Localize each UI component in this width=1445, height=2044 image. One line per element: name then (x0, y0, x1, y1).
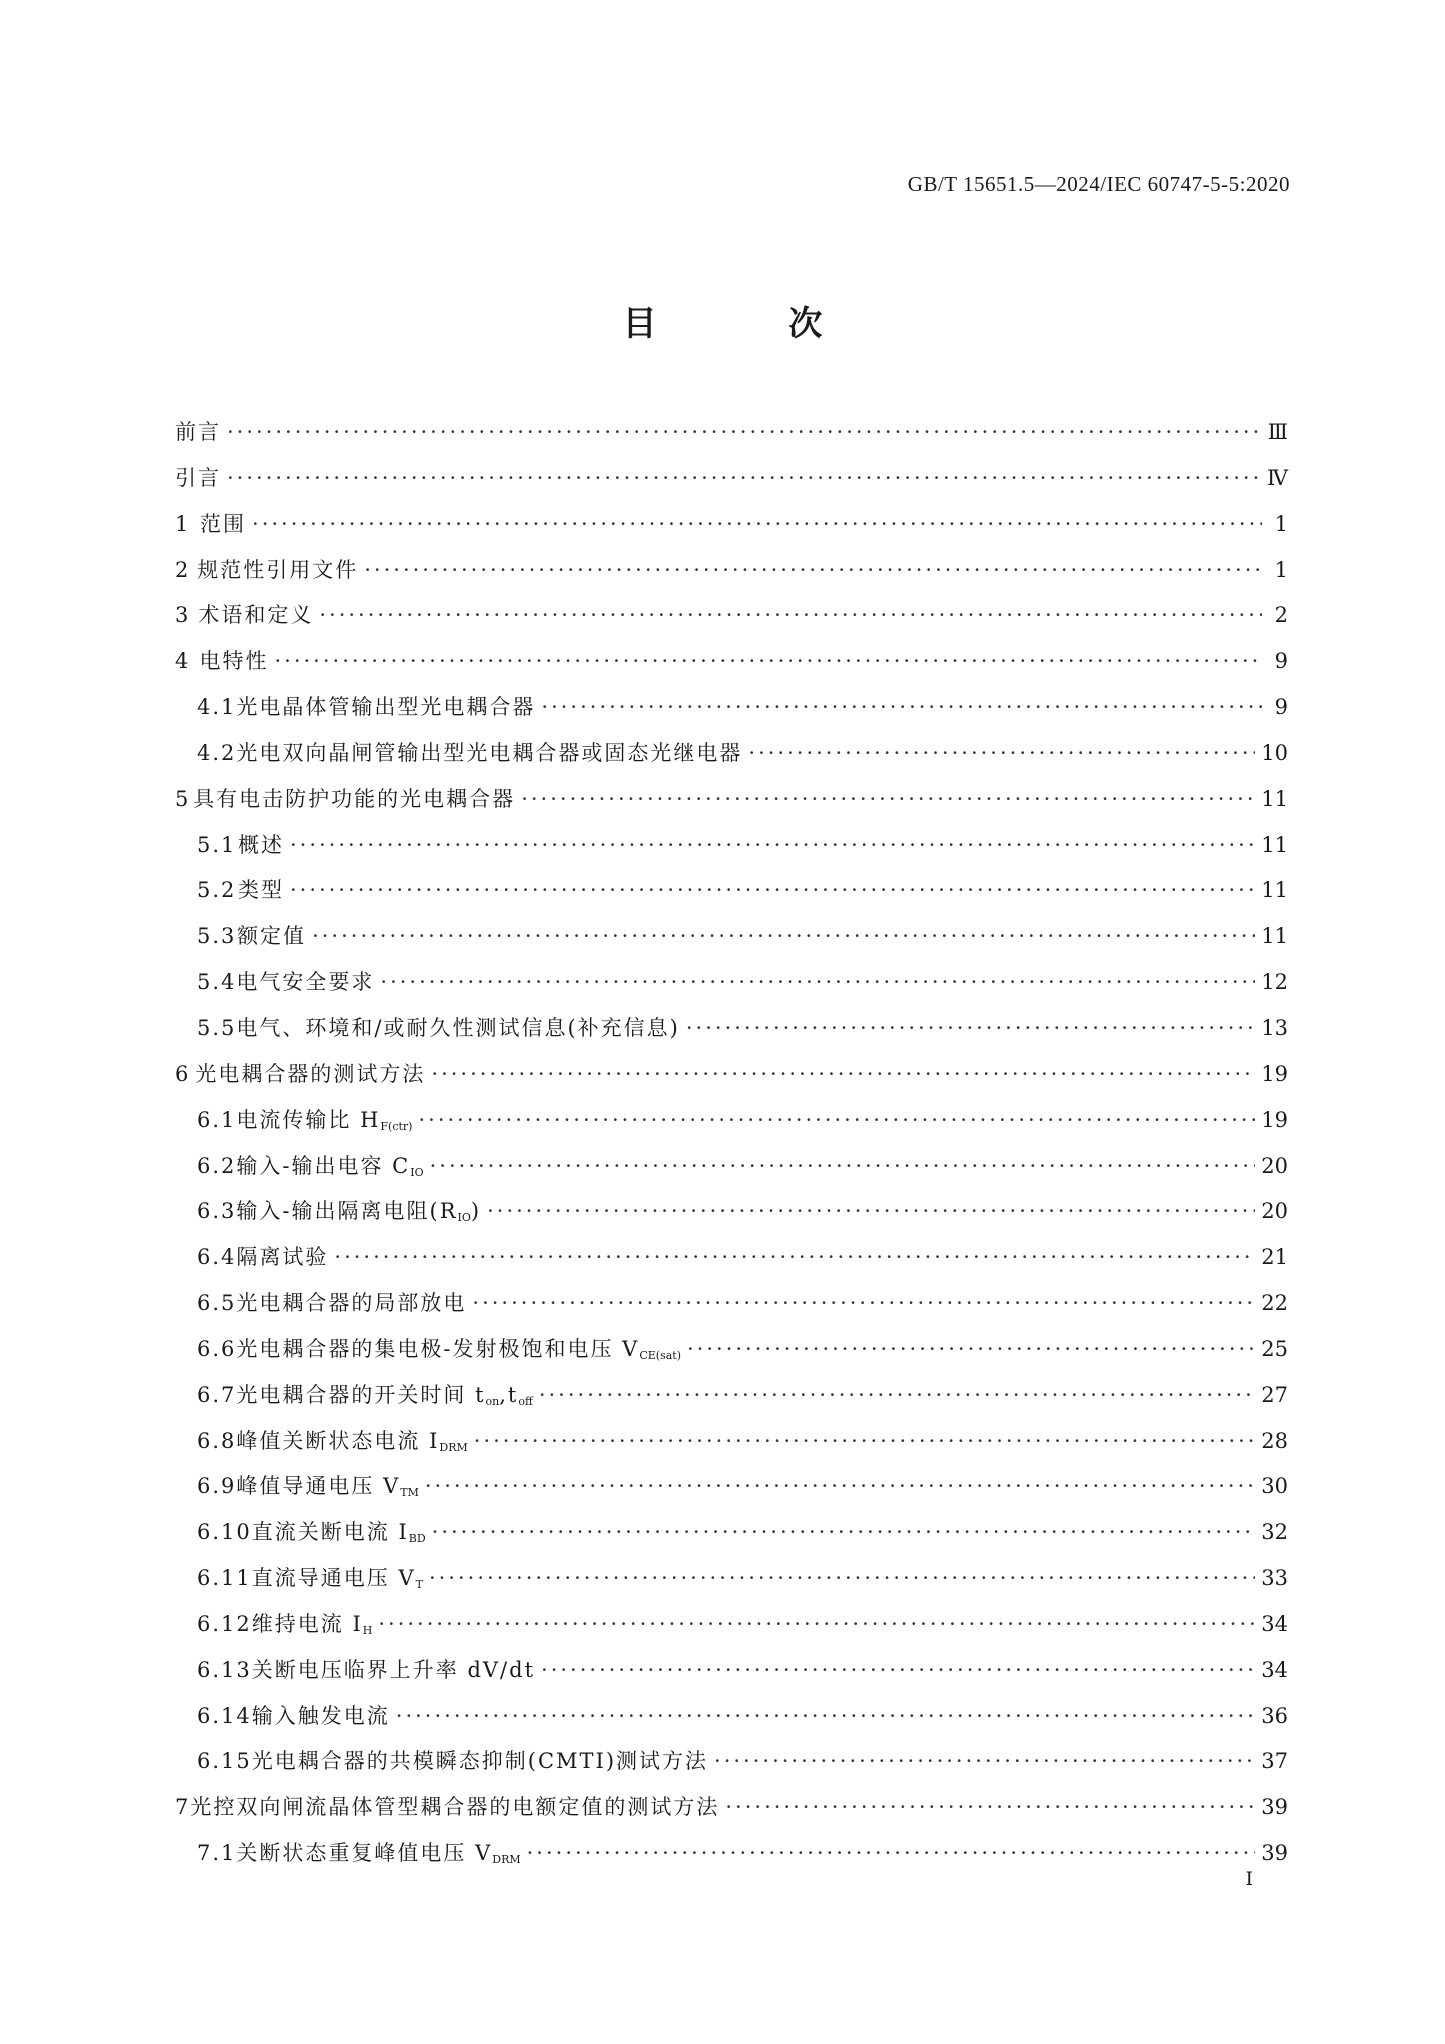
toc-entry[interactable] (175, 1785, 1288, 1831)
toc-entry-label-text: 光电双向晶闸管输出型光电耦合器或固态光继电器 (236, 740, 743, 765)
toc-entry[interactable] (175, 1694, 1288, 1740)
toc-entry-page: 22 (1261, 1291, 1288, 1316)
toc-entry-page: 2 (1274, 603, 1288, 628)
toc-entry-label-text: 光电耦合器的共模瞬态抑制(CMTI)测试方法 (251, 1749, 709, 1774)
toc-entry-label-text: 峰值导通电压 V (236, 1474, 401, 1499)
toc-entry-label (236, 1831, 520, 1883)
toc-entry-page: 39 (1261, 1795, 1288, 1820)
toc-entry-page: 1 (1274, 511, 1288, 536)
toc-entry[interactable] (175, 1602, 1288, 1648)
toc-entry-subscript: T (415, 1578, 423, 1592)
toc-entry-label (236, 1189, 481, 1241)
toc-entry-label (190, 1785, 719, 1831)
dot-leader (378, 1602, 1255, 1648)
dot-leader (487, 1189, 1255, 1235)
toc-entry[interactable] (175, 1144, 1288, 1190)
toc-entry-page: 21 (1261, 1245, 1288, 1270)
toc-entry-label-text: 类型 (238, 878, 284, 903)
toc-entry-label-text: 关断状态重复峰值电压 V (236, 1841, 493, 1866)
toc-entry-page: 10 (1261, 740, 1288, 765)
toc-entry-label (252, 1648, 535, 1694)
toc-entry-page: Ⅳ (1267, 465, 1288, 490)
dot-leader (725, 1785, 1255, 1831)
toc-entry[interactable] (175, 868, 1288, 914)
toc-entry-number: 6.6 (197, 1336, 237, 1361)
toc-entry-subscript: CE(sat) (639, 1348, 681, 1362)
dot-leader (472, 1281, 1255, 1327)
dot-leader (290, 823, 1255, 869)
toc-entry-label (193, 777, 515, 823)
toc-entry-number: 5.4 (197, 970, 237, 995)
toc-entry-page: 28 (1261, 1428, 1288, 1453)
toc-entry-label-text: 峰值关断状态电流 I (236, 1428, 440, 1453)
toc-entry-label-text: 光电耦合器的开关时间 t (236, 1382, 486, 1407)
dot-leader (319, 593, 1262, 639)
toc-entry[interactable] (175, 410, 1288, 456)
toc-entry-label (236, 1373, 532, 1425)
toc-entry[interactable] (175, 960, 1288, 1006)
toc-entry[interactable] (175, 502, 1288, 548)
toc-entry-label (236, 685, 535, 731)
toc-entry-label (195, 1052, 425, 1098)
toc-entry-number: 5.3 (197, 924, 237, 949)
toc-entry-subscript: on (485, 1394, 500, 1408)
toc-entry-label (197, 548, 358, 594)
page-title: 目 次 (622, 304, 883, 344)
dot-leader (227, 410, 1262, 456)
toc-entry-number: 4 (175, 649, 191, 674)
toc-entry-label (252, 1556, 423, 1608)
toc-entry-subscript: DRM (492, 1853, 521, 1867)
toc-entry-label-text: 范围 (200, 511, 247, 536)
toc-entry-label-text: 直流导通电压 V (251, 1566, 416, 1591)
page-number: Ⅰ (1245, 1868, 1253, 1890)
toc-entry-label-tail: ,t (499, 1382, 519, 1407)
table-of-contents (175, 410, 1288, 1877)
toc-entry-number: 6.4 (197, 1245, 237, 1270)
toc-entry-label (252, 1739, 708, 1785)
toc-entry-number: 6.7 (197, 1382, 237, 1407)
toc-entry-label (175, 410, 221, 456)
toc-entry-label (252, 1510, 426, 1562)
toc-entry[interactable] (175, 1739, 1288, 1785)
dot-leader (380, 960, 1255, 1006)
toc-entry-number: 5 (175, 786, 191, 811)
toc-entry-subscript: H (362, 1623, 373, 1637)
dot-leader (541, 685, 1262, 731)
standard-code: GB/T 15651.5—2024/IEC 60747-5-5:2020 (907, 172, 1290, 196)
toc-entry-label (252, 1602, 373, 1654)
dot-leader (334, 1235, 1255, 1281)
dot-leader (539, 1373, 1255, 1419)
toc-entry-subscript: off (518, 1394, 533, 1408)
toc-entry-label-text: 概述 (238, 832, 284, 857)
toc-entry[interactable] (175, 1052, 1288, 1098)
toc-entry-label-text: 电气、环境和/或耐久性测试信息(补充信息) (236, 1015, 680, 1040)
toc-entry[interactable] (175, 1098, 1288, 1144)
toc-entry-label (236, 960, 374, 1006)
toc-entry-page: 30 (1261, 1474, 1288, 1499)
toc-entry-subscript: IO (410, 1165, 424, 1179)
toc-entry-label-text: 额定值 (237, 924, 307, 949)
dot-leader (364, 548, 1262, 594)
toc-entry[interactable] (175, 1556, 1288, 1602)
toc-entry-page: 11 (1261, 924, 1288, 949)
dot-leader (227, 456, 1261, 502)
toc-entry-number: 6.10 (197, 1520, 252, 1545)
toc-entry[interactable] (175, 823, 1288, 869)
dot-leader (521, 777, 1255, 823)
toc-entry-label-text: 维持电流 I (251, 1611, 363, 1636)
toc-entry-label-text: 规范性引用文件 (197, 557, 359, 582)
toc-entry[interactable] (175, 1510, 1288, 1556)
toc-entry-page: 33 (1261, 1566, 1288, 1591)
dot-leader (425, 1464, 1255, 1510)
toc-entry-page: 25 (1261, 1336, 1288, 1361)
toc-entry-number: 2 (175, 557, 191, 582)
dot-leader (274, 639, 1262, 685)
toc-entry-page: 37 (1261, 1749, 1288, 1774)
toc-entry[interactable] (175, 1281, 1288, 1327)
toc-entry-number: 4.1 (197, 695, 237, 720)
toc-entry-page: 11 (1261, 832, 1288, 857)
toc-entry-label-text: 电气安全要求 (236, 970, 375, 995)
toc-entry-number: 6.12 (197, 1611, 252, 1636)
toc-entry-label (198, 593, 313, 639)
toc-entry-label-text: 引言 (175, 465, 221, 490)
toc-entry-label (236, 1235, 328, 1281)
toc-entry-page: 20 (1261, 1153, 1288, 1178)
dot-leader (429, 1556, 1255, 1602)
dot-leader (474, 1419, 1256, 1465)
toc-entry[interactable] (175, 1327, 1288, 1373)
toc-entry[interactable] (175, 914, 1288, 960)
toc-entry-label-text: 输入触发电流 (251, 1703, 390, 1728)
toc-entry-number: 5.1 (197, 832, 237, 857)
toc-entry[interactable] (175, 731, 1288, 777)
toc-entry-label (236, 731, 742, 777)
toc-entry-number: 6.5 (197, 1291, 237, 1316)
dot-leader (431, 1052, 1255, 1098)
toc-entry[interactable] (175, 593, 1288, 639)
toc-entry-number: 6.2 (197, 1153, 237, 1178)
toc-entry-page: 9 (1274, 649, 1288, 674)
toc-entry-label-text: 输入-输出电容 C (236, 1153, 411, 1178)
toc-entry-page: 20 (1261, 1199, 1288, 1224)
dot-leader (527, 1831, 1256, 1877)
toc-entry-number: 3 (175, 603, 191, 628)
toc-entry-number: 5.5 (197, 1015, 237, 1040)
toc-entry-label (252, 1694, 390, 1740)
toc-entry-number: 6.9 (197, 1474, 237, 1499)
toc-entry-page: 19 (1261, 1107, 1288, 1132)
toc-entry-label-text: 电流传输比 H (236, 1107, 381, 1132)
dot-leader (686, 1006, 1255, 1052)
toc-entry-label-text: 光控双向闸流晶体管型耦合器的电额定值的测试方法 (190, 1795, 720, 1820)
dot-leader (432, 1510, 1256, 1556)
toc-entry-label (236, 1327, 681, 1379)
toc-entry-label (236, 1281, 466, 1327)
toc-entry-page: 9 (1274, 695, 1288, 720)
toc-entry-page: 11 (1261, 786, 1288, 811)
toc-entry-label-text: 隔离试验 (236, 1245, 329, 1270)
toc-entry-label (199, 639, 268, 685)
toc-entry-label-text: 光电耦合器的集电极-发射极饱和电压 V (236, 1336, 640, 1361)
toc-entry-page: 11 (1261, 878, 1288, 903)
toc-entry-label-text: 前言 (175, 420, 221, 444)
toc-entry-label (200, 502, 246, 548)
toc-entry-label (236, 1464, 418, 1516)
toc-entry-label-text: 光电晶体管输出型光电耦合器 (236, 695, 536, 720)
toc-entry-label-tail: ) (470, 1199, 482, 1224)
toc-entry-label (237, 914, 306, 960)
toc-entry[interactable] (175, 548, 1288, 594)
dot-leader (252, 502, 1262, 548)
toc-entry-number: 6.3 (197, 1199, 237, 1224)
toc-entry-subscript: IO (457, 1211, 471, 1225)
dot-leader (541, 1648, 1255, 1694)
toc-entry-number: 5.2 (197, 878, 237, 903)
toc-entry-label (236, 1144, 423, 1196)
toc-entry-label-text: 光电耦合器的局部放电 (236, 1291, 467, 1316)
toc-entry-label (175, 456, 221, 502)
toc-entry[interactable] (175, 1464, 1288, 1510)
toc-entry-label-text: 光电耦合器的测试方法 (195, 1061, 426, 1086)
toc-entry-label (236, 1098, 412, 1150)
toc-entry-subscript: F(ctr) (380, 1119, 413, 1133)
toc-entry[interactable] (175, 1648, 1288, 1694)
toc-entry[interactable] (175, 1419, 1288, 1465)
toc-entry-page: 27 (1261, 1382, 1288, 1407)
dot-leader (418, 1098, 1255, 1144)
toc-entry-number: 4.2 (197, 740, 237, 765)
toc-entry-label-text: 输入-输出隔离电阻(R (236, 1199, 458, 1224)
toc-entry-label (238, 868, 284, 914)
toc-entry-label-text: 具有电击防护功能的光电耦合器 (193, 786, 516, 811)
dot-leader (714, 1739, 1255, 1785)
toc-entry[interactable] (175, 1006, 1288, 1052)
toc-entry-subscript: TM (400, 1486, 419, 1500)
toc-entry-page: 12 (1261, 970, 1288, 995)
dot-leader (290, 868, 1255, 914)
toc-entry-label-text: 直流关断电流 I (251, 1520, 409, 1545)
toc-entry-label (236, 1419, 467, 1471)
toc-entry-number: 6.14 (197, 1703, 252, 1728)
toc-entry-page: 13 (1261, 1015, 1288, 1040)
toc-entry-page: 36 (1261, 1703, 1288, 1728)
dot-leader (312, 914, 1255, 960)
toc-entry[interactable] (175, 639, 1288, 685)
toc-entry[interactable] (175, 1235, 1288, 1281)
toc-entry-number: 7.1 (197, 1841, 237, 1866)
toc-entry-subscript: DRM (439, 1440, 468, 1454)
toc-entry-page: 34 (1261, 1657, 1288, 1682)
toc-entry-number: 6.13 (197, 1657, 252, 1682)
toc-entry-page: 32 (1261, 1520, 1288, 1545)
toc-entry-number: 6 (175, 1061, 191, 1086)
toc-entry-label-text: 关断电压临界上升率 dV/dt (251, 1657, 536, 1682)
toc-entry[interactable] (175, 1373, 1288, 1419)
toc-entry-number: 6.1 (197, 1107, 237, 1132)
toc-entry-subscript: BD (408, 1532, 426, 1546)
toc-entry-number: 6.8 (197, 1428, 237, 1453)
dot-leader (687, 1327, 1255, 1373)
toc-entry[interactable] (175, 777, 1288, 823)
toc-entry[interactable] (175, 1831, 1288, 1877)
dot-leader (396, 1694, 1256, 1740)
toc-entry-label-text: 术语和定义 (198, 603, 314, 628)
toc-entry-number: 6.11 (197, 1566, 252, 1591)
toc-entry-number: 7 (175, 1795, 191, 1820)
toc-entry[interactable] (175, 1189, 1288, 1235)
toc-entry-page: 34 (1261, 1611, 1288, 1636)
toc-entry-label-text: 电特性 (199, 649, 269, 674)
toc-entry[interactable] (175, 456, 1288, 502)
toc-entry-label (236, 1006, 679, 1052)
toc-entry[interactable] (175, 685, 1288, 731)
dot-leader (748, 731, 1255, 777)
toc-entry-number: 6.15 (197, 1749, 252, 1774)
toc-entry-page: Ⅲ (1267, 420, 1288, 444)
toc-entry-page: 39 (1261, 1841, 1288, 1866)
toc-entry-number: 1 (175, 511, 191, 536)
toc-entry-page: 19 (1261, 1061, 1288, 1086)
dot-leader (430, 1144, 1256, 1190)
toc-entry-page: 1 (1274, 557, 1288, 582)
toc-entry-label (238, 823, 284, 869)
